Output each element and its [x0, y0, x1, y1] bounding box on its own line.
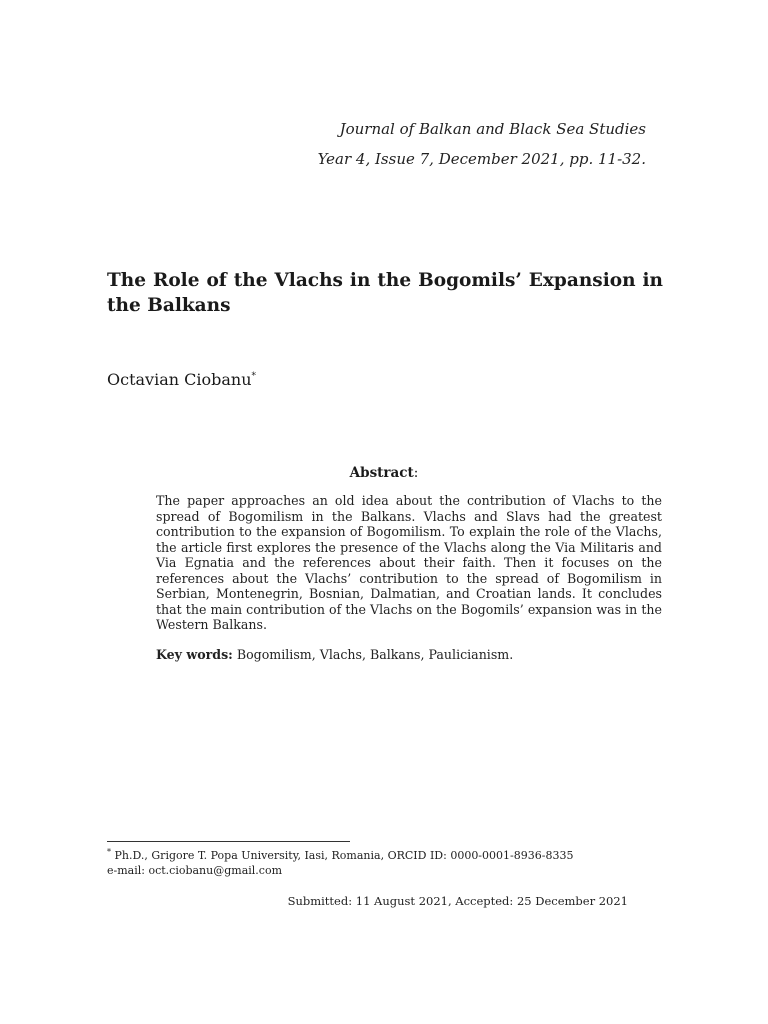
footnote-affiliation-line — [107, 849, 667, 864]
abstract-heading — [0, 465, 768, 481]
keywords-line — [156, 647, 662, 663]
footnote-email[interactable]: e-mail: oct.ciobanu@gmail.com — [107, 863, 283, 877]
keywords-label: Key words: — [156, 647, 233, 662]
keywords-list: Bogomilism, Vlachs, Balkans, Paulicianism. — [236, 647, 514, 662]
footnote — [107, 849, 667, 878]
author-footnote-mark[interactable]: * — [251, 371, 257, 382]
abstract-heading-colon: : — [413, 465, 419, 481]
footnote-affiliation: Ph.D., Grigore T. Popa University, Iasi, Romania, ORCID ID: 0000-0001-8936-8335 — [114, 849, 574, 862]
submission-dates: Submitted: 11 August 2021, Accepted: 25 December 2021 — [287, 894, 628, 908]
author-line — [107, 370, 256, 389]
author-name: Octavian Ciobanu — [107, 370, 252, 389]
abstract-text: The paper approaches an old idea about the contribution of Vlachs to the spread of Bogomilism in the Balkans. Vlachs and Slavs had the greatest contribution to the expansion of Bogomilism. To explain the role of the Vlachs, the article first explores the presence of the Vlachs along the Via Militaris and Via Egnatia and the references about their faith. Then it focuses on the references about the Vlachs’ contribution to the spread of Bogomilism in Serbian, Montenegrin, Bosnian, Dalmatian, and Croatian lands. It concludes that the main contribution of the Vlachs on the Bogomils’ expansion was in the Western Balkans. — [156, 493, 662, 632]
abstract-heading-label: Abstract — [349, 465, 414, 481]
journal-issue: Year 4, Issue 7, December 2021, pp. 11-32. — [317, 150, 646, 168]
footnote-mark: * — [107, 847, 111, 857]
footnote-divider — [107, 841, 350, 842]
article-title: The Role of the Vlachs in the Bogomils’ Expansion in the Balkans — [107, 270, 663, 316]
journal-name: Journal of Balkan and Black Sea Studies — [339, 120, 646, 138]
journal-header — [318, 114, 646, 174]
